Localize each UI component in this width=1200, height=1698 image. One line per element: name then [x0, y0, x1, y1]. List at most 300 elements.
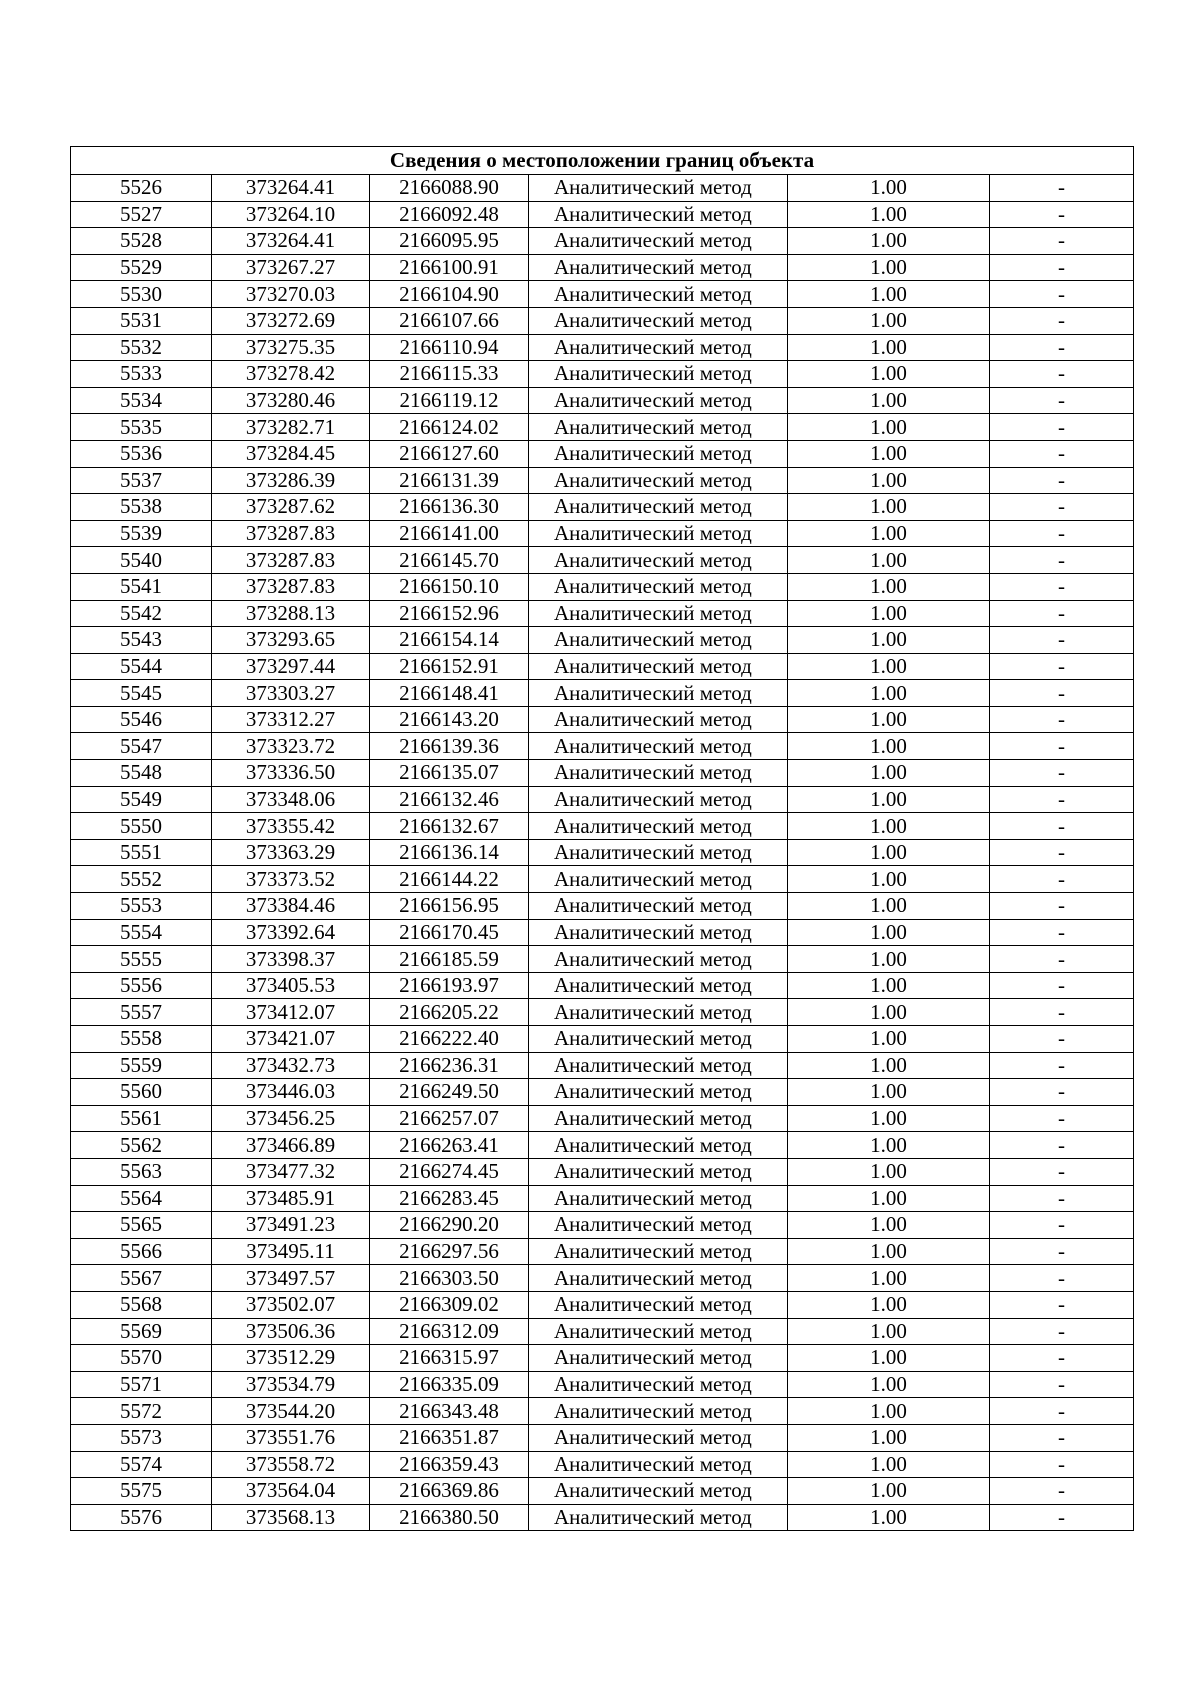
method-cell: Аналитический метод — [529, 281, 788, 308]
point-number-cell: 5559 — [71, 1052, 212, 1079]
description-cell: - — [990, 733, 1134, 760]
description-cell: - — [990, 919, 1134, 946]
method-cell: Аналитический метод — [529, 706, 788, 733]
y-coordinate-cell: 2166150.10 — [370, 573, 529, 600]
accuracy-cell: 1.00 — [788, 1026, 990, 1053]
table-row — [71, 440, 1134, 467]
y-coordinate-cell: 2166290.20 — [370, 1212, 529, 1239]
table-row — [71, 467, 1134, 494]
x-coordinate-cell: 373280.46 — [212, 387, 370, 414]
point-number-cell: 5552 — [71, 866, 212, 893]
point-number-cell: 5565 — [71, 1212, 212, 1239]
description-cell: - — [990, 999, 1134, 1026]
method-cell: Аналитический метод — [529, 680, 788, 707]
x-coordinate-cell: 373534.79 — [212, 1371, 370, 1398]
accuracy-cell: 1.00 — [788, 254, 990, 281]
x-coordinate-cell: 373497.57 — [212, 1265, 370, 1292]
table-row — [71, 1052, 1134, 1079]
accuracy-cell: 1.00 — [788, 494, 990, 521]
accuracy-cell: 1.00 — [788, 361, 990, 388]
table-row — [71, 494, 1134, 521]
table-row — [71, 733, 1134, 760]
point-number-cell: 5527 — [71, 201, 212, 228]
x-coordinate-cell: 373288.13 — [212, 600, 370, 627]
x-coordinate-cell: 373275.35 — [212, 334, 370, 361]
method-cell: Аналитический метод — [529, 786, 788, 813]
method-cell: Аналитический метод — [529, 467, 788, 494]
point-number-cell: 5545 — [71, 680, 212, 707]
point-number-cell: 5571 — [71, 1371, 212, 1398]
x-coordinate-cell: 373398.37 — [212, 946, 370, 973]
y-coordinate-cell: 2166139.36 — [370, 733, 529, 760]
table-row — [71, 334, 1134, 361]
x-coordinate-cell: 373282.71 — [212, 414, 370, 441]
method-cell: Аналитический метод — [529, 1291, 788, 1318]
description-cell: - — [990, 440, 1134, 467]
table-row — [71, 1504, 1134, 1531]
y-coordinate-cell: 2166100.91 — [370, 254, 529, 281]
method-cell: Аналитический метод — [529, 760, 788, 787]
description-cell: - — [990, 1424, 1134, 1451]
method-cell: Аналитический метод — [529, 175, 788, 202]
description-cell: - — [990, 494, 1134, 521]
y-coordinate-cell: 2166156.95 — [370, 893, 529, 920]
y-coordinate-cell: 2166359.43 — [370, 1451, 529, 1478]
x-coordinate-cell: 373264.41 — [212, 175, 370, 202]
accuracy-cell: 1.00 — [788, 307, 990, 334]
point-number-cell: 5544 — [71, 653, 212, 680]
accuracy-cell: 1.00 — [788, 1052, 990, 1079]
accuracy-cell: 1.00 — [788, 1451, 990, 1478]
x-coordinate-cell: 373432.73 — [212, 1052, 370, 1079]
y-coordinate-cell: 2166141.00 — [370, 520, 529, 547]
x-coordinate-cell: 373412.07 — [212, 999, 370, 1026]
y-coordinate-cell: 2166124.02 — [370, 414, 529, 441]
method-cell: Аналитический метод — [529, 1052, 788, 1079]
x-coordinate-cell: 373485.91 — [212, 1185, 370, 1212]
table-row — [71, 866, 1134, 893]
y-coordinate-cell: 2166380.50 — [370, 1504, 529, 1531]
method-cell: Аналитический метод — [529, 1345, 788, 1372]
point-number-cell: 5543 — [71, 627, 212, 654]
description-cell: - — [990, 1451, 1134, 1478]
point-number-cell: 5569 — [71, 1318, 212, 1345]
accuracy-cell: 1.00 — [788, 467, 990, 494]
x-coordinate-cell: 373466.89 — [212, 1132, 370, 1159]
accuracy-cell: 1.00 — [788, 919, 990, 946]
y-coordinate-cell: 2166136.14 — [370, 839, 529, 866]
accuracy-cell: 1.00 — [788, 706, 990, 733]
description-cell: - — [990, 839, 1134, 866]
y-coordinate-cell: 2166369.86 — [370, 1478, 529, 1505]
y-coordinate-cell: 2166136.30 — [370, 494, 529, 521]
x-coordinate-cell: 373551.76 — [212, 1424, 370, 1451]
accuracy-cell: 1.00 — [788, 1504, 990, 1531]
description-cell: - — [990, 866, 1134, 893]
table-row — [71, 307, 1134, 334]
y-coordinate-cell: 2166309.02 — [370, 1291, 529, 1318]
x-coordinate-cell: 373336.50 — [212, 760, 370, 787]
description-cell: - — [990, 706, 1134, 733]
table-row — [71, 1318, 1134, 1345]
x-coordinate-cell: 373564.04 — [212, 1478, 370, 1505]
x-coordinate-cell: 373297.44 — [212, 653, 370, 680]
y-coordinate-cell: 2166351.87 — [370, 1424, 529, 1451]
description-cell: - — [990, 600, 1134, 627]
table-row — [71, 946, 1134, 973]
method-cell: Аналитический метод — [529, 1132, 788, 1159]
method-cell: Аналитический метод — [529, 1158, 788, 1185]
table-row — [71, 387, 1134, 414]
point-number-cell: 5558 — [71, 1026, 212, 1053]
x-coordinate-cell: 373512.29 — [212, 1345, 370, 1372]
description-cell: - — [990, 361, 1134, 388]
description-cell: - — [990, 1318, 1134, 1345]
method-cell: Аналитический метод — [529, 1478, 788, 1505]
point-number-cell: 5534 — [71, 387, 212, 414]
method-cell: Аналитический метод — [529, 547, 788, 574]
point-number-cell: 5547 — [71, 733, 212, 760]
table-row — [71, 1478, 1134, 1505]
table-row — [71, 175, 1134, 202]
method-cell: Аналитический метод — [529, 307, 788, 334]
point-number-cell: 5557 — [71, 999, 212, 1026]
accuracy-cell: 1.00 — [788, 1079, 990, 1106]
table-row — [71, 228, 1134, 255]
point-number-cell: 5540 — [71, 547, 212, 574]
x-coordinate-cell: 373348.06 — [212, 786, 370, 813]
accuracy-cell: 1.00 — [788, 573, 990, 600]
point-number-cell: 5526 — [71, 175, 212, 202]
method-cell: Аналитический метод — [529, 1504, 788, 1531]
point-number-cell: 5537 — [71, 467, 212, 494]
method-cell: Аналитический метод — [529, 1079, 788, 1106]
y-coordinate-cell: 2166127.60 — [370, 440, 529, 467]
y-coordinate-cell: 2166135.07 — [370, 760, 529, 787]
point-number-cell: 5553 — [71, 893, 212, 920]
y-coordinate-cell: 2166193.97 — [370, 972, 529, 999]
accuracy-cell: 1.00 — [788, 1371, 990, 1398]
x-coordinate-cell: 373495.11 — [212, 1238, 370, 1265]
accuracy-cell: 1.00 — [788, 893, 990, 920]
accuracy-cell: 1.00 — [788, 1212, 990, 1239]
method-cell: Аналитический метод — [529, 946, 788, 973]
accuracy-cell: 1.00 — [788, 440, 990, 467]
point-number-cell: 5529 — [71, 254, 212, 281]
description-cell: - — [990, 1105, 1134, 1132]
y-coordinate-cell: 2166185.59 — [370, 946, 529, 973]
y-coordinate-cell: 2166132.46 — [370, 786, 529, 813]
x-coordinate-cell: 373278.42 — [212, 361, 370, 388]
y-coordinate-cell: 2166222.40 — [370, 1026, 529, 1053]
description-cell: - — [990, 893, 1134, 920]
point-number-cell: 5568 — [71, 1291, 212, 1318]
table-row — [71, 547, 1134, 574]
y-coordinate-cell: 2166144.22 — [370, 866, 529, 893]
accuracy-cell: 1.00 — [788, 1185, 990, 1212]
table-row — [71, 972, 1134, 999]
table-row — [71, 254, 1134, 281]
description-cell: - — [990, 1079, 1134, 1106]
table-title-row — [71, 147, 1134, 175]
description-cell: - — [990, 653, 1134, 680]
accuracy-cell: 1.00 — [788, 1318, 990, 1345]
table-row — [71, 414, 1134, 441]
x-coordinate-cell: 373284.45 — [212, 440, 370, 467]
y-coordinate-cell: 2166115.33 — [370, 361, 529, 388]
method-cell: Аналитический метод — [529, 1212, 788, 1239]
method-cell: Аналитический метод — [529, 627, 788, 654]
method-cell: Аналитический метод — [529, 653, 788, 680]
y-coordinate-cell: 2166143.20 — [370, 706, 529, 733]
point-number-cell: 5554 — [71, 919, 212, 946]
accuracy-cell: 1.00 — [788, 839, 990, 866]
x-coordinate-cell: 373491.23 — [212, 1212, 370, 1239]
description-cell: - — [990, 1185, 1134, 1212]
table-row — [71, 520, 1134, 547]
method-cell: Аналитический метод — [529, 600, 788, 627]
method-cell: Аналитический метод — [529, 1105, 788, 1132]
table-row — [71, 1212, 1134, 1239]
accuracy-cell: 1.00 — [788, 680, 990, 707]
y-coordinate-cell: 2166297.56 — [370, 1238, 529, 1265]
y-coordinate-cell: 2166148.41 — [370, 680, 529, 707]
accuracy-cell: 1.00 — [788, 1424, 990, 1451]
description-cell: - — [990, 946, 1134, 973]
method-cell: Аналитический метод — [529, 1424, 788, 1451]
y-coordinate-cell: 2166119.12 — [370, 387, 529, 414]
table-body — [71, 147, 1134, 1531]
table-row — [71, 680, 1134, 707]
description-cell: - — [990, 414, 1134, 441]
x-coordinate-cell: 373264.41 — [212, 228, 370, 255]
y-coordinate-cell: 2166152.96 — [370, 600, 529, 627]
method-cell: Аналитический метод — [529, 334, 788, 361]
y-coordinate-cell: 2166131.39 — [370, 467, 529, 494]
accuracy-cell: 1.00 — [788, 1345, 990, 1372]
table-row — [71, 1291, 1134, 1318]
y-coordinate-cell: 2166104.90 — [370, 281, 529, 308]
table-row — [71, 786, 1134, 813]
method-cell: Аналитический метод — [529, 494, 788, 521]
x-coordinate-cell: 373477.32 — [212, 1158, 370, 1185]
description-cell: - — [990, 1345, 1134, 1372]
accuracy-cell: 1.00 — [788, 733, 990, 760]
description-cell: - — [990, 387, 1134, 414]
accuracy-cell: 1.00 — [788, 1158, 990, 1185]
y-coordinate-cell: 2166263.41 — [370, 1132, 529, 1159]
x-coordinate-cell: 373384.46 — [212, 893, 370, 920]
method-cell: Аналитический метод — [529, 1265, 788, 1292]
method-cell: Аналитический метод — [529, 254, 788, 281]
method-cell: Аналитический метод — [529, 201, 788, 228]
y-coordinate-cell: 2166303.50 — [370, 1265, 529, 1292]
description-cell: - — [990, 573, 1134, 600]
description-cell: - — [990, 1132, 1134, 1159]
description-cell: - — [990, 1478, 1134, 1505]
description-cell: - — [990, 201, 1134, 228]
method-cell: Аналитический метод — [529, 1451, 788, 1478]
table-row — [71, 1238, 1134, 1265]
accuracy-cell: 1.00 — [788, 387, 990, 414]
accuracy-cell: 1.00 — [788, 1132, 990, 1159]
method-cell: Аналитический метод — [529, 839, 788, 866]
accuracy-cell: 1.00 — [788, 972, 990, 999]
point-number-cell: 5576 — [71, 1504, 212, 1531]
x-coordinate-cell: 373506.36 — [212, 1318, 370, 1345]
accuracy-cell: 1.00 — [788, 1398, 990, 1425]
table-row — [71, 999, 1134, 1026]
x-coordinate-cell: 373355.42 — [212, 813, 370, 840]
point-number-cell: 5555 — [71, 946, 212, 973]
point-number-cell: 5567 — [71, 1265, 212, 1292]
description-cell: - — [990, 281, 1134, 308]
accuracy-cell: 1.00 — [788, 1265, 990, 1292]
x-coordinate-cell: 373293.65 — [212, 627, 370, 654]
point-number-cell: 5572 — [71, 1398, 212, 1425]
boundary-points-table — [70, 146, 1134, 1531]
accuracy-cell: 1.00 — [788, 201, 990, 228]
point-number-cell: 5539 — [71, 520, 212, 547]
accuracy-cell: 1.00 — [788, 228, 990, 255]
table-row — [71, 600, 1134, 627]
point-number-cell: 5563 — [71, 1158, 212, 1185]
description-cell: - — [990, 307, 1134, 334]
y-coordinate-cell: 2166088.90 — [370, 175, 529, 202]
method-cell: Аналитический метод — [529, 1371, 788, 1398]
y-coordinate-cell: 2166315.97 — [370, 1345, 529, 1372]
x-coordinate-cell: 373392.64 — [212, 919, 370, 946]
description-cell: - — [990, 760, 1134, 787]
method-cell: Аналитический метод — [529, 1318, 788, 1345]
description-cell: - — [990, 1158, 1134, 1185]
method-cell: Аналитический метод — [529, 387, 788, 414]
table-row — [71, 813, 1134, 840]
point-number-cell: 5564 — [71, 1185, 212, 1212]
accuracy-cell: 1.00 — [788, 600, 990, 627]
point-number-cell: 5546 — [71, 706, 212, 733]
description-cell: - — [990, 1265, 1134, 1292]
y-coordinate-cell: 2166145.70 — [370, 547, 529, 574]
accuracy-cell: 1.00 — [788, 999, 990, 1026]
y-coordinate-cell: 2166154.14 — [370, 627, 529, 654]
accuracy-cell: 1.00 — [788, 1291, 990, 1318]
y-coordinate-cell: 2166257.07 — [370, 1105, 529, 1132]
point-number-cell: 5573 — [71, 1424, 212, 1451]
x-coordinate-cell: 373502.07 — [212, 1291, 370, 1318]
x-coordinate-cell: 373558.72 — [212, 1451, 370, 1478]
method-cell: Аналитический метод — [529, 733, 788, 760]
description-cell: - — [990, 680, 1134, 707]
point-number-cell: 5556 — [71, 972, 212, 999]
table-row — [71, 1371, 1134, 1398]
y-coordinate-cell: 2166343.48 — [370, 1398, 529, 1425]
x-coordinate-cell: 373323.72 — [212, 733, 370, 760]
x-coordinate-cell: 373272.69 — [212, 307, 370, 334]
description-cell: - — [990, 972, 1134, 999]
description-cell: - — [990, 1238, 1134, 1265]
description-cell: - — [990, 547, 1134, 574]
accuracy-cell: 1.00 — [788, 1105, 990, 1132]
x-coordinate-cell: 373264.10 — [212, 201, 370, 228]
y-coordinate-cell: 2166283.45 — [370, 1185, 529, 1212]
table-row — [71, 1398, 1134, 1425]
x-coordinate-cell: 373270.03 — [212, 281, 370, 308]
point-number-cell: 5548 — [71, 760, 212, 787]
point-number-cell: 5560 — [71, 1079, 212, 1106]
accuracy-cell: 1.00 — [788, 175, 990, 202]
accuracy-cell: 1.00 — [788, 547, 990, 574]
accuracy-cell: 1.00 — [788, 866, 990, 893]
y-coordinate-cell: 2166170.45 — [370, 919, 529, 946]
y-coordinate-cell: 2166092.48 — [370, 201, 529, 228]
description-cell: - — [990, 467, 1134, 494]
method-cell: Аналитический метод — [529, 919, 788, 946]
accuracy-cell: 1.00 — [788, 813, 990, 840]
method-cell: Аналитический метод — [529, 1026, 788, 1053]
point-number-cell: 5541 — [71, 573, 212, 600]
accuracy-cell: 1.00 — [788, 627, 990, 654]
accuracy-cell: 1.00 — [788, 760, 990, 787]
x-coordinate-cell: 373267.27 — [212, 254, 370, 281]
description-cell: - — [990, 175, 1134, 202]
point-number-cell: 5533 — [71, 361, 212, 388]
y-coordinate-cell: 2166236.31 — [370, 1052, 529, 1079]
point-number-cell: 5551 — [71, 839, 212, 866]
method-cell: Аналитический метод — [529, 1398, 788, 1425]
description-cell: - — [990, 254, 1134, 281]
method-cell: Аналитический метод — [529, 1185, 788, 1212]
method-cell: Аналитический метод — [529, 972, 788, 999]
method-cell: Аналитический метод — [529, 813, 788, 840]
table-row — [71, 893, 1134, 920]
table-row — [71, 1424, 1134, 1451]
table-row — [71, 1105, 1134, 1132]
description-cell: - — [990, 334, 1134, 361]
y-coordinate-cell: 2166107.66 — [370, 307, 529, 334]
point-number-cell: 5566 — [71, 1238, 212, 1265]
x-coordinate-cell: 373363.29 — [212, 839, 370, 866]
table-row — [71, 653, 1134, 680]
table-row — [71, 706, 1134, 733]
description-cell: - — [990, 786, 1134, 813]
x-coordinate-cell: 373312.27 — [212, 706, 370, 733]
point-number-cell: 5542 — [71, 600, 212, 627]
y-coordinate-cell: 2166110.94 — [370, 334, 529, 361]
description-cell: - — [990, 627, 1134, 654]
accuracy-cell: 1.00 — [788, 334, 990, 361]
table-row — [71, 1158, 1134, 1185]
x-coordinate-cell: 373568.13 — [212, 1504, 370, 1531]
description-cell: - — [990, 228, 1134, 255]
accuracy-cell: 1.00 — [788, 1238, 990, 1265]
y-coordinate-cell: 2166274.45 — [370, 1158, 529, 1185]
table-row — [71, 760, 1134, 787]
point-number-cell: 5531 — [71, 307, 212, 334]
accuracy-cell: 1.00 — [788, 414, 990, 441]
table-row — [71, 627, 1134, 654]
x-coordinate-cell: 373373.52 — [212, 866, 370, 893]
method-cell: Аналитический метод — [529, 999, 788, 1026]
accuracy-cell: 1.00 — [788, 946, 990, 973]
x-coordinate-cell: 373287.62 — [212, 494, 370, 521]
y-coordinate-cell: 2166335.09 — [370, 1371, 529, 1398]
accuracy-cell: 1.00 — [788, 786, 990, 813]
point-number-cell: 5562 — [71, 1132, 212, 1159]
table-row — [71, 573, 1134, 600]
point-number-cell: 5574 — [71, 1451, 212, 1478]
description-cell: - — [990, 1398, 1134, 1425]
